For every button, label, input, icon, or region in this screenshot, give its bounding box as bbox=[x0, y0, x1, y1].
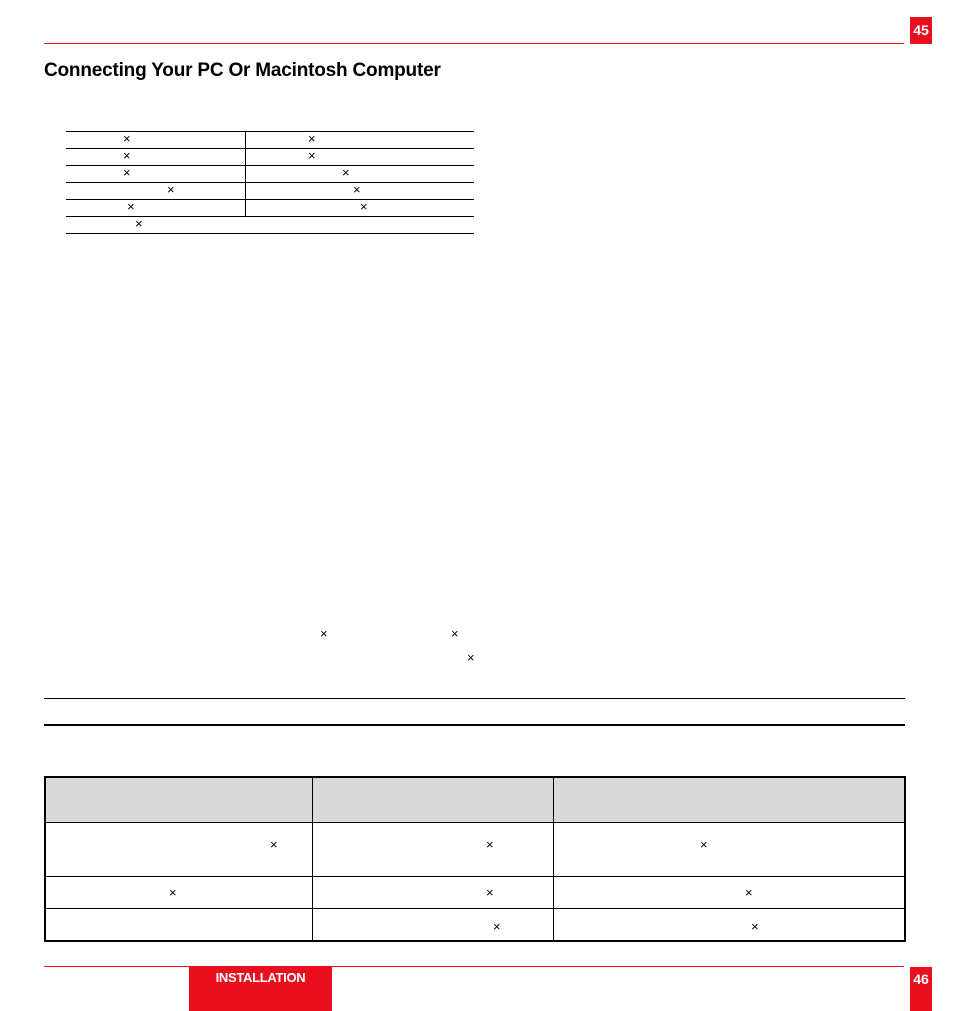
times-mark: × bbox=[123, 148, 131, 163]
times-mark: × bbox=[451, 626, 459, 641]
header-rule bbox=[44, 43, 904, 44]
section-rule bbox=[44, 724, 905, 726]
times-mark: × bbox=[135, 216, 143, 231]
times-mark: × bbox=[342, 165, 350, 180]
times-mark: × bbox=[486, 885, 494, 900]
section-rule bbox=[44, 698, 905, 699]
times-mark: × bbox=[467, 650, 475, 665]
times-mark: × bbox=[308, 131, 316, 146]
times-mark: × bbox=[123, 165, 131, 180]
times-mark: × bbox=[169, 885, 177, 900]
times-mark: × bbox=[486, 837, 494, 852]
compatibility-table bbox=[44, 776, 906, 942]
times-mark: × bbox=[270, 837, 278, 852]
times-mark: × bbox=[353, 182, 361, 197]
times-mark: × bbox=[308, 148, 316, 163]
times-mark: × bbox=[167, 182, 175, 197]
times-mark: × bbox=[127, 199, 135, 214]
page-number-bottom: 46 bbox=[910, 967, 932, 1011]
times-mark: × bbox=[360, 199, 368, 214]
section-tab: INSTALLATION bbox=[189, 967, 332, 1011]
times-mark: × bbox=[123, 131, 131, 146]
page-number-top: 45 bbox=[910, 17, 932, 44]
times-mark: × bbox=[751, 919, 759, 934]
times-mark: × bbox=[700, 837, 708, 852]
footer-rule bbox=[44, 966, 904, 967]
page-title: Connecting Your PC Or Macintosh Computer bbox=[44, 60, 441, 81]
times-mark: × bbox=[320, 626, 328, 641]
table-header bbox=[46, 778, 904, 822]
times-mark: × bbox=[745, 885, 753, 900]
times-mark: × bbox=[493, 919, 501, 934]
